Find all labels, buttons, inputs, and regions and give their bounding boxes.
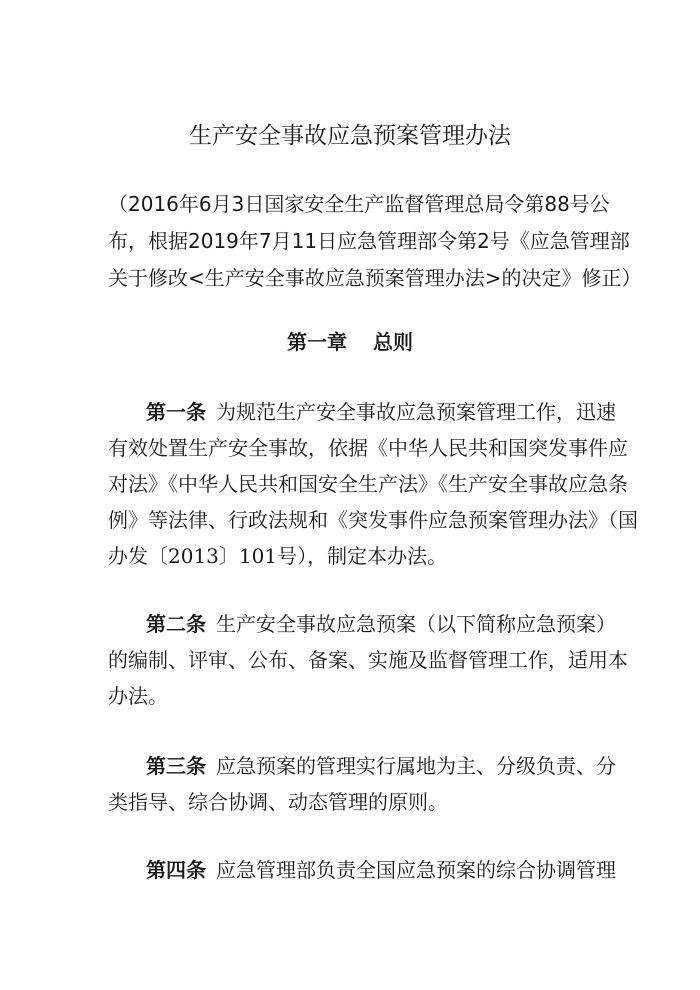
article-line: 的编制、评审、公布、备案、实施及监督管理工作，适用本	[108, 648, 628, 672]
article-line: 办发〔2013〕101号），制定本办法。	[108, 544, 448, 568]
article-label: 第四条	[146, 858, 206, 882]
article-line: 第一条 为规范生产安全事故应急预案管理工作，迅速	[146, 400, 616, 424]
chapter-name: 总则	[373, 330, 413, 354]
article-label: 第一条	[146, 400, 206, 424]
article-line: 类指导、综合协调、动态管理的原则。	[108, 790, 448, 814]
article-line: 第三条 应急预案的管理实行属地为主、分级负责、分	[146, 754, 616, 778]
article-line: 对法》《中华人民共和国安全生产法》《生产安全事故应急条	[108, 472, 628, 496]
article-3	[108, 748, 616, 820]
article-1	[108, 394, 638, 574]
article-line: 第二条 生产安全事故应急预案（以下简称应急预案）	[146, 612, 616, 636]
article-label: 第三条	[146, 754, 206, 778]
article-label: 第二条	[146, 612, 206, 636]
article-line: 办法。	[108, 684, 168, 708]
article-line: 例》等法律、行政法规和《突发事件应急预案管理办法》（国	[108, 508, 638, 532]
article-4	[108, 852, 616, 888]
publication-note	[108, 186, 642, 297]
chapter-heading	[0, 328, 700, 356]
document-title: 生产安全事故应急预案管理办法	[189, 123, 511, 149]
publication-note-line: （2016年6月3日国家安全生产监督管理总局令第88号公	[108, 192, 610, 216]
article-line: 有效处置生产安全事故，依据《中华人民共和国突发事件应	[108, 436, 628, 460]
publication-note-line: 关于修改<生产安全事故应急预案管理办法>的决定》修正）	[108, 266, 642, 290]
article-line: 第四条 应急管理部负责全国应急预案的综合协调管理	[146, 858, 616, 882]
publication-note-line: 布，根据2019年7月11日应急管理部令第2号《应急管理部	[108, 229, 630, 253]
article-2	[108, 606, 628, 714]
chapter-number: 第一章	[287, 330, 347, 354]
